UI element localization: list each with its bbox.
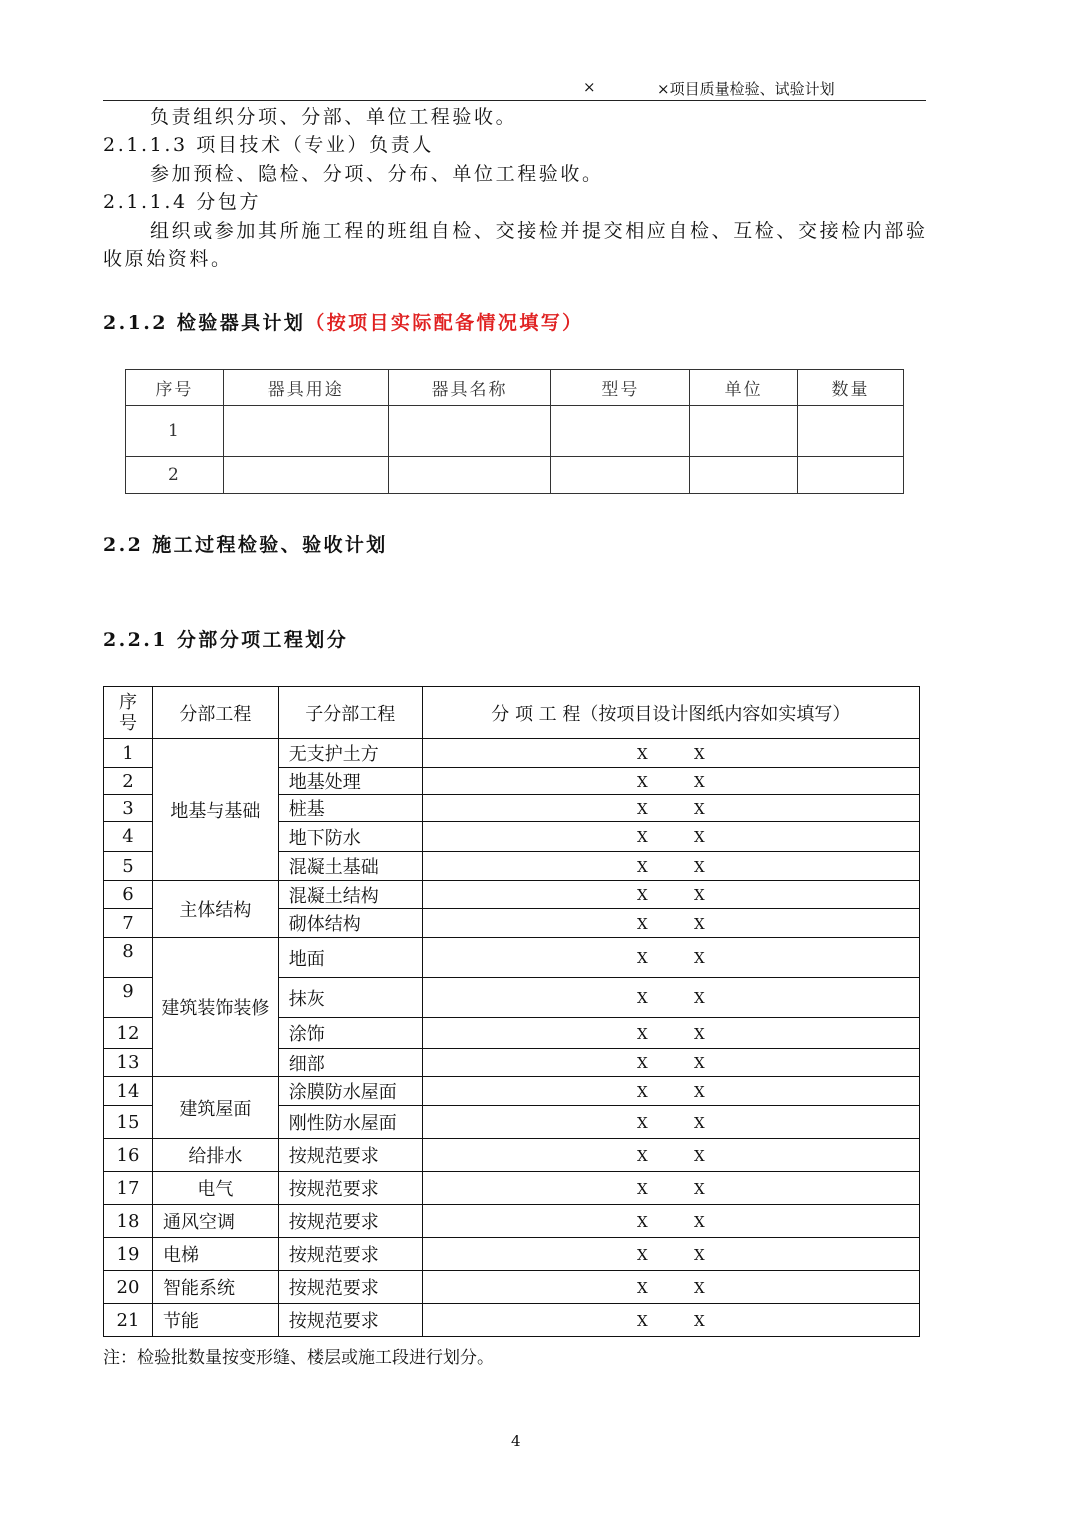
item-mark: X [636, 1146, 648, 1165]
item-mark: X [693, 914, 705, 933]
item-cell [422, 881, 919, 909]
equipment-cell [388, 406, 551, 457]
equipment-header-cell: 器具名称 [388, 370, 551, 406]
sub-division-cell: 桩基 [278, 795, 422, 822]
item-mark: X [693, 857, 705, 876]
item-cell [422, 938, 919, 978]
item-mark: X [636, 886, 648, 904]
division-row [104, 1271, 920, 1304]
item-mark: X [636, 1082, 648, 1101]
row-number: 16 [104, 1139, 153, 1172]
equipment-cell [690, 457, 798, 494]
item-mark: X [636, 799, 648, 818]
item-cell [422, 1205, 919, 1238]
equipment-header-cell: 数量 [798, 370, 904, 406]
item-mark: X [636, 1113, 648, 1132]
group-cell: 电气 [152, 1172, 278, 1205]
item-mark: X [693, 1024, 705, 1043]
division-table [103, 686, 920, 1337]
row-number: 2 [104, 768, 153, 795]
row-number: 18 [104, 1205, 153, 1238]
equipment-header-cell: 器具用途 [223, 370, 388, 406]
sub-division-cell: 地面 [278, 938, 422, 978]
division-header-cell: 子分部工程 [278, 687, 422, 739]
item-mark: X [693, 1311, 705, 1330]
heading-2113: 2.1.1.3 项目技术（专业）负责人 [103, 134, 434, 156]
equipment-row [126, 457, 904, 494]
equipment-cell [388, 457, 551, 494]
paragraph-1: 负责组织分项、分部、单位工程验收。 [150, 106, 518, 128]
sub-division-cell: 细部 [278, 1049, 422, 1077]
heading-2114: 2.1.1.4 分包方 [103, 191, 262, 213]
group-cell: 给排水 [152, 1139, 278, 1172]
sub-division-cell: 按规范要求 [278, 1304, 422, 1337]
header-mark: × [583, 78, 596, 96]
item-cell [422, 1139, 919, 1172]
item-mark: X [636, 989, 648, 1007]
paragraph-2: 参加预检、隐检、分项、分布、单位工程验收。 [150, 163, 604, 185]
heading-212-note: （按项目实际配备情况填写） [305, 312, 584, 334]
item-mark: X [636, 1311, 648, 1330]
equipment-header-cell: 单位 [690, 370, 798, 406]
item-cell [422, 768, 919, 795]
heading-22: 2.2 施工过程检验、验收计划 [103, 534, 388, 556]
item-mark: X [693, 1054, 705, 1072]
sub-division-cell: 刚性防水屋面 [278, 1106, 422, 1139]
item-mark: X [693, 1113, 705, 1132]
row-number: 17 [104, 1172, 153, 1205]
item-mark: X [693, 772, 705, 791]
division-header-cell: 分 项 工 程（按项目设计图纸内容如实填写） [422, 687, 919, 739]
division-row [104, 1238, 920, 1271]
item-mark: X [636, 1179, 648, 1198]
group-cell: 建筑装饰装修 [152, 938, 278, 1077]
sub-division-cell: 按规范要求 [278, 1139, 422, 1172]
item-mark: X [636, 744, 648, 763]
table-note: 注：检验批数量按变形缝、楼层或施工段进行划分。 [103, 1348, 494, 1368]
equipment-cell [223, 457, 388, 494]
sub-division-cell: 涂膜防水屋面 [278, 1077, 422, 1106]
equipment-table [125, 369, 904, 494]
row-number: 14 [104, 1077, 153, 1106]
item-mark: X [693, 828, 705, 846]
item-mark: X [636, 1054, 648, 1072]
group-cell: 节能 [152, 1304, 278, 1337]
division-row [104, 1205, 920, 1238]
item-mark: X [693, 1212, 705, 1231]
sub-division-cell: 无支护土方 [278, 739, 422, 768]
page-number: 4 [511, 1432, 521, 1450]
row-number: 20 [104, 1271, 153, 1304]
equipment-cell: 1 [126, 406, 224, 457]
item-mark: X [636, 1024, 648, 1043]
division-header-cell: 分部工程 [152, 687, 278, 739]
row-number: 19 [104, 1238, 153, 1271]
group-cell: 通风空调 [152, 1205, 278, 1238]
row-number: 15 [104, 1106, 153, 1139]
sub-division-cell: 砌体结构 [278, 909, 422, 938]
row-number: 9 [104, 978, 153, 1018]
item-mark: X [693, 1146, 705, 1165]
paragraph-3-line2: 收原始资料。 [103, 248, 233, 270]
group-cell: 地基与基础 [152, 739, 278, 881]
equipment-cell [798, 457, 904, 494]
row-number: 7 [104, 909, 153, 938]
header-divider [103, 100, 926, 101]
sub-division-cell: 地下防水 [278, 822, 422, 852]
header-seq-text: 序号 [118, 691, 137, 734]
group-cell: 智能系统 [152, 1271, 278, 1304]
item-mark: X [693, 1278, 705, 1297]
group-cell: 主体结构 [152, 881, 278, 938]
equipment-header-cell: 型号 [551, 370, 690, 406]
item-mark: X [693, 799, 705, 818]
item-cell [422, 909, 919, 938]
row-number: 4 [104, 822, 153, 852]
item-cell [422, 822, 919, 852]
item-cell [422, 1049, 919, 1077]
division-row [104, 938, 920, 978]
item-mark: X [693, 886, 705, 904]
heading-221: 2.2.1 分部分项工程划分 [103, 629, 349, 651]
division-row [104, 1077, 920, 1106]
division-header-cell [104, 687, 153, 739]
item-cell [422, 795, 919, 822]
heading-212-title: 2.1.2 检验器具计划 [103, 312, 306, 334]
item-cell [422, 739, 919, 768]
sub-division-cell: 按规范要求 [278, 1172, 422, 1205]
row-number: 12 [104, 1018, 153, 1049]
item-cell [422, 1018, 919, 1049]
equipment-cell: 2 [126, 457, 224, 494]
row-number: 1 [104, 739, 153, 768]
row-number: 13 [104, 1049, 153, 1077]
item-cell [422, 1271, 919, 1304]
item-cell [422, 1238, 919, 1271]
item-mark: X [636, 772, 648, 791]
row-number: 6 [104, 881, 153, 909]
equipment-cell [551, 457, 690, 494]
item-mark: X [636, 828, 648, 846]
row-number: 8 [104, 938, 153, 978]
division-row [104, 739, 920, 768]
item-mark: X [693, 989, 705, 1007]
division-row [104, 1172, 920, 1205]
equipment-header-cell: 序号 [126, 370, 224, 406]
item-mark: X [693, 1082, 705, 1101]
item-mark: X [636, 949, 648, 967]
header-title: ×项目质量检验、试验计划 [657, 80, 835, 98]
item-mark: X [693, 949, 705, 967]
sub-division-cell: 按规范要求 [278, 1238, 422, 1271]
sub-division-cell: 按规范要求 [278, 1205, 422, 1238]
item-cell [422, 1077, 919, 1106]
item-cell [422, 1304, 919, 1337]
sub-division-cell: 混凝土基础 [278, 852, 422, 881]
division-row [104, 1139, 920, 1172]
row-number: 3 [104, 795, 153, 822]
item-cell [422, 1106, 919, 1139]
item-cell [422, 1172, 919, 1205]
group-cell: 建筑屋面 [152, 1077, 278, 1139]
item-mark: X [636, 914, 648, 933]
equipment-cell [690, 406, 798, 457]
equipment-cell [551, 406, 690, 457]
item-mark: X [636, 857, 648, 876]
group-cell: 电梯 [152, 1238, 278, 1271]
item-mark: X [693, 1245, 705, 1264]
equipment-header-row [126, 370, 904, 406]
division-row [104, 881, 920, 909]
item-mark: X [693, 1179, 705, 1198]
sub-division-cell: 地基处理 [278, 768, 422, 795]
item-mark: X [636, 1245, 648, 1264]
equipment-cell [798, 406, 904, 457]
equipment-cell [223, 406, 388, 457]
row-number: 21 [104, 1304, 153, 1337]
item-mark: X [636, 1212, 648, 1231]
division-header-row [104, 687, 920, 739]
sub-division-cell: 涂饰 [278, 1018, 422, 1049]
heading-212 [103, 308, 584, 335]
sub-division-cell: 混凝土结构 [278, 881, 422, 909]
paragraph-3-line1: 组织或参加其所施工程的班组自检、交接检并提交相应自检、互检、交接检内部验 [150, 220, 928, 242]
division-row [104, 1304, 920, 1337]
sub-division-cell: 按规范要求 [278, 1271, 422, 1304]
sub-division-cell: 抹灰 [278, 978, 422, 1018]
item-cell [422, 978, 919, 1018]
item-mark: X [693, 744, 705, 763]
row-number: 5 [104, 852, 153, 881]
item-cell [422, 852, 919, 881]
equipment-row [126, 406, 904, 457]
item-mark: X [636, 1278, 648, 1297]
